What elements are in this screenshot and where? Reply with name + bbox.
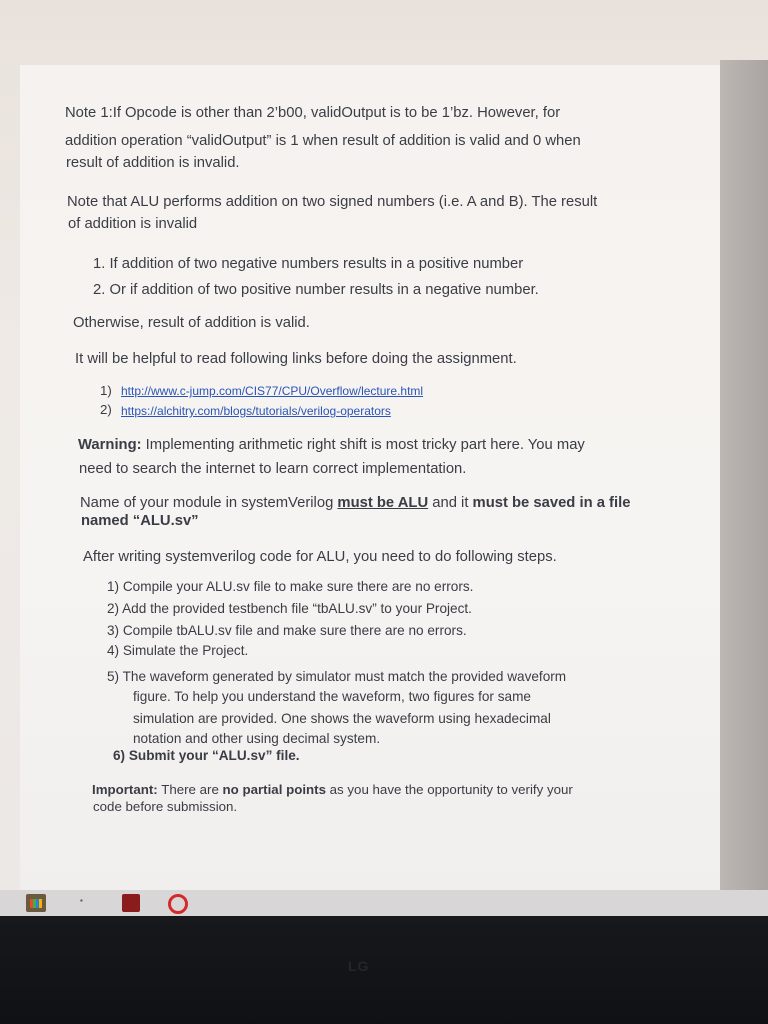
module-note-must-alu: must be ALU (337, 495, 429, 511)
note2-line2: of addition is invalid (68, 216, 198, 232)
monitor-brand-logo: LG (348, 958, 370, 974)
important-line1 (92, 783, 573, 796)
step-item-2: 2) Add the provided testbench file “tbALU.sv” to your Project. (107, 601, 472, 616)
note1-line1: Note 1:If Opcode is other than 2’b00, validOutput is to be 1’bz. However, for (65, 105, 561, 121)
warning-label: Warning: (78, 437, 142, 453)
condition-item-2: 2. Or if addition of two positive number results in a negative number. (93, 282, 539, 298)
note2-line1: Note that ALU performs addition on two signed numbers (i.e. A and B). The result (67, 194, 598, 210)
module-note-must-saved: must be saved in a file (472, 495, 631, 511)
taskbar (0, 890, 768, 916)
step-item-3: 3) Compile tbALU.sv file and make sure there are no errors. (107, 623, 467, 638)
important-label: Important: (92, 782, 158, 797)
opera-icon[interactable] (168, 894, 188, 914)
document-page[interactable] (20, 65, 720, 892)
note1-line2: addition operation “validOutput” is 1 when result of addition is valid and 0 when (65, 133, 581, 149)
module-note-part1: Name of your module in systemVerilog (80, 495, 338, 511)
link-number-1: 1) (100, 383, 112, 398)
steps-intro: After writing systemverilog code for ALU, you need to do following steps. (83, 549, 557, 565)
link-alchitry-operators[interactable]: https://alchitry.com/blogs/tutorials/verilog-operators (121, 404, 391, 418)
step-item-5-line2: figure. To help you understand the waveform, two figures for same (133, 689, 531, 704)
link-number-2: 2) (100, 402, 112, 417)
condition-item-1: 1. If addition of two negative numbers results in a positive number (93, 256, 524, 272)
step-item-5-line3: simulation are provided. One shows the waveform using hexadecimal (133, 711, 551, 726)
important-no-partial: no partial points (222, 782, 326, 797)
step-item-5-line1: 5) The waveform generated by simulator must match the provided waveform (107, 669, 567, 684)
link-cjump-overflow[interactable]: http://www.c-jump.com/CIS77/CPU/Overflow/lecture.html (121, 384, 424, 398)
important-part1: There are (157, 782, 223, 797)
monitor-bottom-bezel (0, 916, 768, 1024)
step-item-4: 4) Simulate the Project. (107, 643, 249, 658)
step-item-6: 6) Submit your “ALU.sv” file. (113, 748, 300, 763)
store-icon[interactable] (26, 894, 46, 912)
module-note-line1 (80, 496, 630, 511)
module-note-part2: and it (428, 495, 473, 511)
window-background (720, 60, 768, 892)
module-note-line2: named “ALU.sv” (81, 513, 199, 529)
important-line2: code before submission. (93, 799, 238, 814)
warning-text: Implementing arithmetic right shift is most tricky part here. You may (141, 437, 585, 453)
note1-line3: result of addition is invalid. (66, 155, 240, 171)
app-icon[interactable] (122, 894, 140, 912)
otherwise-text: Otherwise, result of addition is valid. (73, 315, 310, 331)
file-explorer-icon[interactable]: ▪ (80, 896, 83, 905)
warning-line1 (78, 438, 585, 453)
warning-line2: need to search the internet to learn correct implementation. (79, 461, 467, 477)
step-item-5-line4: notation and other using decimal system. (133, 731, 381, 746)
step-item-1: 1) Compile your ALU.sv file to make sure there are no errors. (107, 579, 474, 594)
important-part2: as you have the opportunity to verify your (325, 782, 573, 797)
links-intro: It will be helpful to read following links before doing the assignment. (75, 351, 517, 367)
